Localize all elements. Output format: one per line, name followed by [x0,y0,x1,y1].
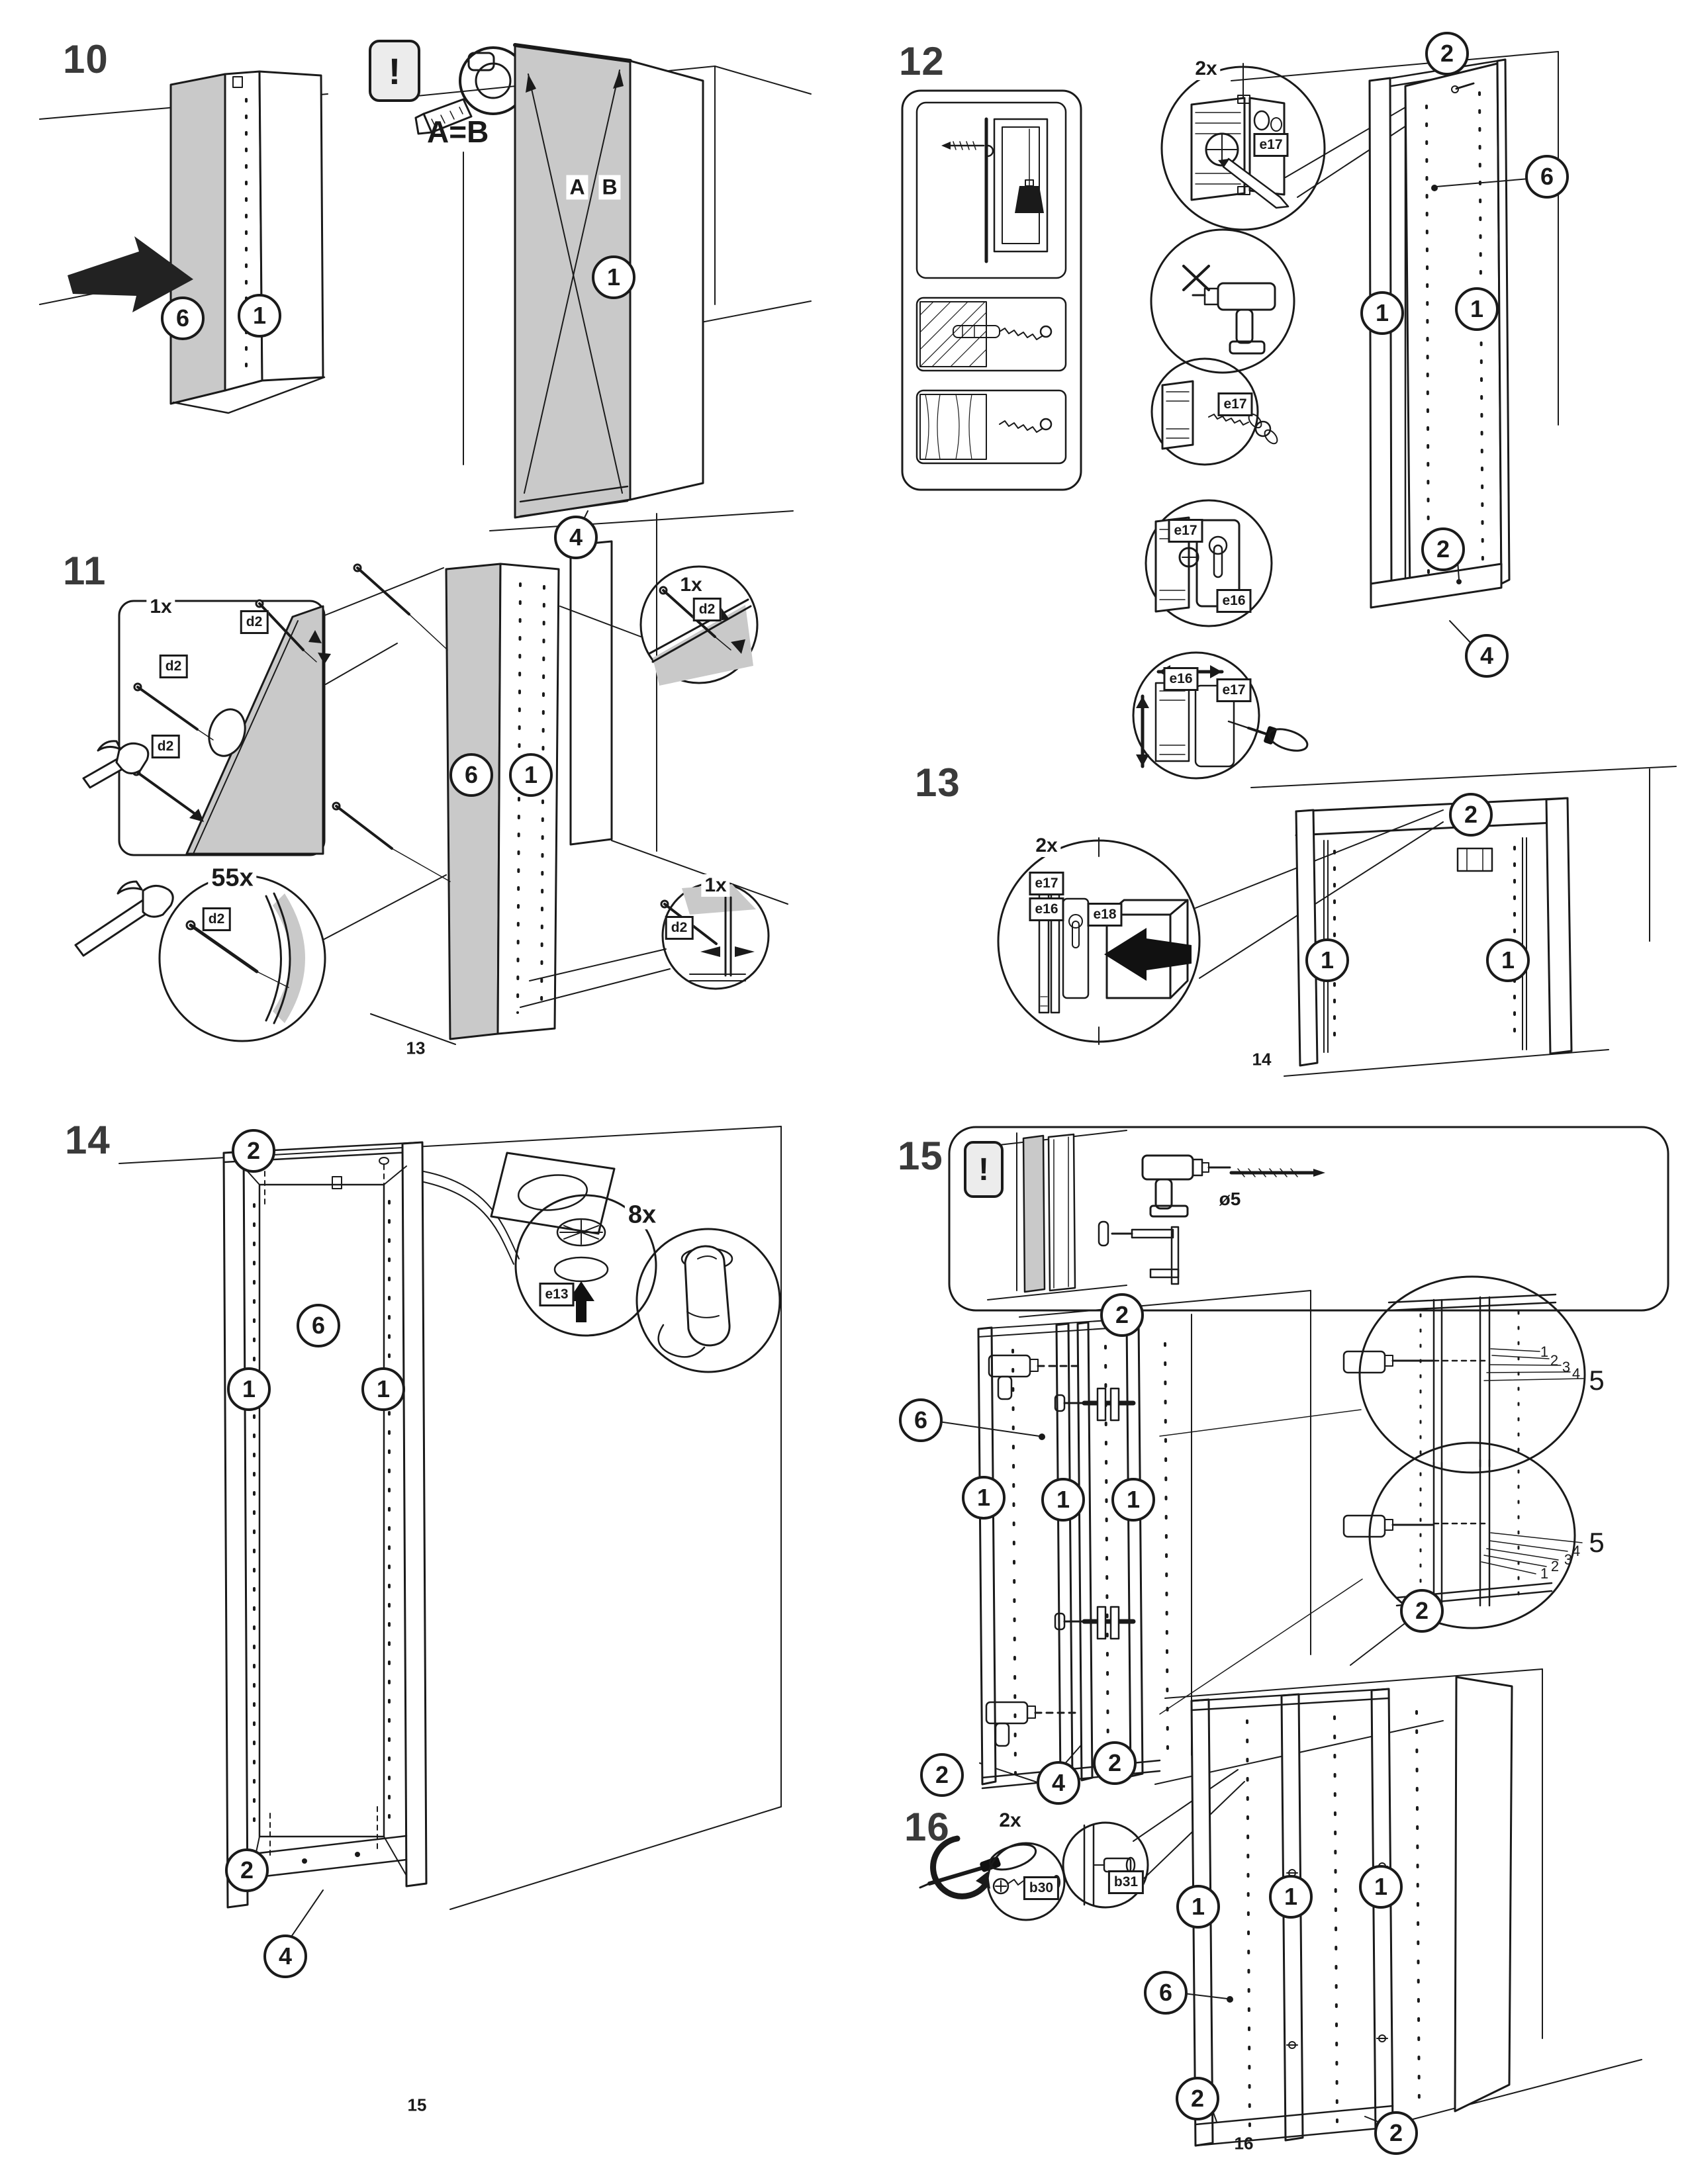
step-13-number: 13 [915,760,961,805]
nail-edge-callout-bottom [520,883,769,1007]
part-badge-back-panel: 6 [1525,155,1569,199]
screw-position-1: 1 [1540,1343,1549,1360]
wardrobe-interior [224,1142,426,1944]
hammer-icon-2 [75,882,173,956]
drill-detail-top [1160,1277,1585,1473]
wood-frame [917,390,1066,463]
part-badge-frame: 1 [962,1476,1006,1520]
screw-qty-label: 2x [996,1809,1024,1832]
screw-position-1: 1 [1540,1565,1549,1582]
drill-detail-bottom [1160,1443,1582,1714]
screw-position-3: 3 [1562,1359,1571,1375]
part-badge-base: 4 [554,516,598,559]
part-badge-back-panel: 6 [1144,1971,1188,2015]
step-10-number: 10 [63,37,109,81]
adjust-callout [1133,653,1310,778]
part-badge-frame: 1 [1486,938,1530,982]
part-tag-d2: d2 [240,610,269,634]
joined-wardrobes [1165,1669,1642,2146]
step-12-number: 12 [899,39,945,83]
part-badge-top: 2 [232,1129,275,1173]
part-badge-back-panel: 6 [449,753,493,797]
part-badge-frame: 1 [509,753,553,797]
part-badge-bottom: 2 [920,1753,964,1797]
cap-qty-label: 8x [625,1201,659,1230]
part-tag-b30: b30 [1023,1876,1059,1900]
part-badge-frame: 1 [1111,1478,1155,1522]
screw-position-4: 4 [1571,1543,1581,1559]
part-badge-top: 2 [1425,32,1469,75]
part-badge-back-panel: 6 [899,1398,943,1442]
cover-cap-callout [998,810,1443,1044]
part-badge-top: 2 [1100,1293,1144,1337]
hinge-qty-label: 2x [1192,58,1220,80]
nail-box-panel [187,606,323,854]
drill-bit-icon [1231,1169,1325,1177]
part-badge-frame: 1 [1176,1885,1220,1929]
clamp-icon [1099,1222,1178,1284]
finger-press-callout [637,1229,780,1372]
cap-sticker-callout [491,1153,656,1336]
part-tag-e16: e16 [1216,589,1251,613]
page-number-15: 15 [407,2095,427,2115]
part-tag-b31: b31 [1108,1870,1144,1894]
warning-icon: ! [964,1141,1004,1198]
diagonal-b-label: B [598,175,620,200]
nail-55x-callout [160,875,446,1041]
part-tag-e13: e13 [539,1283,574,1306]
part-tag-d2: d2 [665,916,694,940]
part-badge-bottom: 2 [1421,527,1465,571]
wardrobe-back-nailing [371,511,793,1044]
part-tag-d2: d2 [152,735,180,758]
step-14-number: 14 [65,1118,111,1162]
wall-check-frame [917,103,1066,278]
part-badge-top: 2 [1449,793,1493,837]
hook-on-callout [1146,500,1272,626]
page-number-14: 14 [1252,1049,1272,1069]
part-tag-e17: e17 [1216,678,1251,702]
screw-position-5: 5 [1589,1365,1605,1396]
part-tag-e16: e16 [1163,667,1198,691]
part-badge-base: 4 [1465,634,1509,678]
page-number-13: 13 [406,1038,426,1058]
part-badge-bottom: 2 [225,1848,269,1892]
sleeve-b31-callout [1063,1770,1244,1907]
part-badge-frame: 1 [238,294,281,338]
screw-position-2: 2 [1550,1558,1560,1574]
step10-11-drawing [26,20,821,1079]
wardrobe-back-panel-insert [171,71,324,413]
part-badge-bottom: 2 [1093,1741,1137,1785]
page-number-16: 16 [1234,2133,1254,2154]
ab-equation-label: A=B [427,114,489,149]
panel-room-scene [988,1130,1127,1300]
nail-total-qty-label: 55x [208,864,256,893]
part-badge-frame: 1 [592,255,635,299]
part-badge-frame: 1 [227,1367,271,1411]
part-badge-base: 4 [263,1934,307,1978]
screw-position-5: 5 [1589,1527,1605,1558]
part-badge-bottom: 2 [1374,2111,1418,2155]
part-tag-d2: d2 [203,907,231,931]
drill-mark-callout [1151,230,1294,373]
hammer-icon [83,741,148,788]
part-tag-e17: e17 [1217,392,1252,416]
step-15-number: 15 [898,1134,943,1178]
part-tag-d2: d2 [160,655,188,678]
part-badge-frame: 1 [1455,287,1499,331]
step14-drawing [26,1092,821,2184]
part-tag-e17: e17 [1029,872,1064,895]
step-11-number: 11 [63,549,107,593]
warning-icon: ! [369,40,420,102]
drill-diameter-label: ø5 [1216,1189,1244,1210]
part-badge-frame: 1 [1305,938,1349,982]
part-tag-e17: e17 [1253,133,1288,157]
diagonal-a-label: A [566,175,588,200]
part-badge-bottom: 2 [1176,2077,1219,2120]
part-badge-frame: 1 [1359,1865,1403,1909]
nail-qty-label: 1x [701,874,729,897]
step15-16-drawing [821,1092,1688,2184]
part-badge-top: 2 [1400,1589,1444,1633]
screw-position-2: 2 [1550,1352,1559,1369]
part-badge-frame: 1 [361,1367,405,1411]
cover-qty-label: 2x [1032,835,1060,857]
part-badge-frame: 1 [1041,1478,1085,1522]
step-16-number: 16 [904,1805,950,1849]
screw-position-4: 4 [1571,1365,1581,1382]
part-tag-d2: d2 [693,598,722,621]
screw-position-3: 3 [1564,1551,1573,1568]
part-tag-e18: e18 [1087,903,1122,927]
part-badge-back-panel: 6 [297,1304,340,1347]
part-badge-frame: 1 [1269,1875,1313,1919]
part-badge-back-panel: 6 [161,296,205,340]
nail-qty-label: 1x [677,574,705,596]
nail-qty-label: 1x [146,596,175,618]
part-badge-frame: 1 [1360,291,1404,335]
part-tag-e16: e16 [1029,897,1064,921]
part-badge-base: 4 [1037,1761,1080,1805]
loose-nails [333,565,450,882]
anchor-frame [917,298,1066,371]
hinge-screw-callout [1152,359,1280,465]
part-tag-e17: e17 [1168,519,1203,543]
